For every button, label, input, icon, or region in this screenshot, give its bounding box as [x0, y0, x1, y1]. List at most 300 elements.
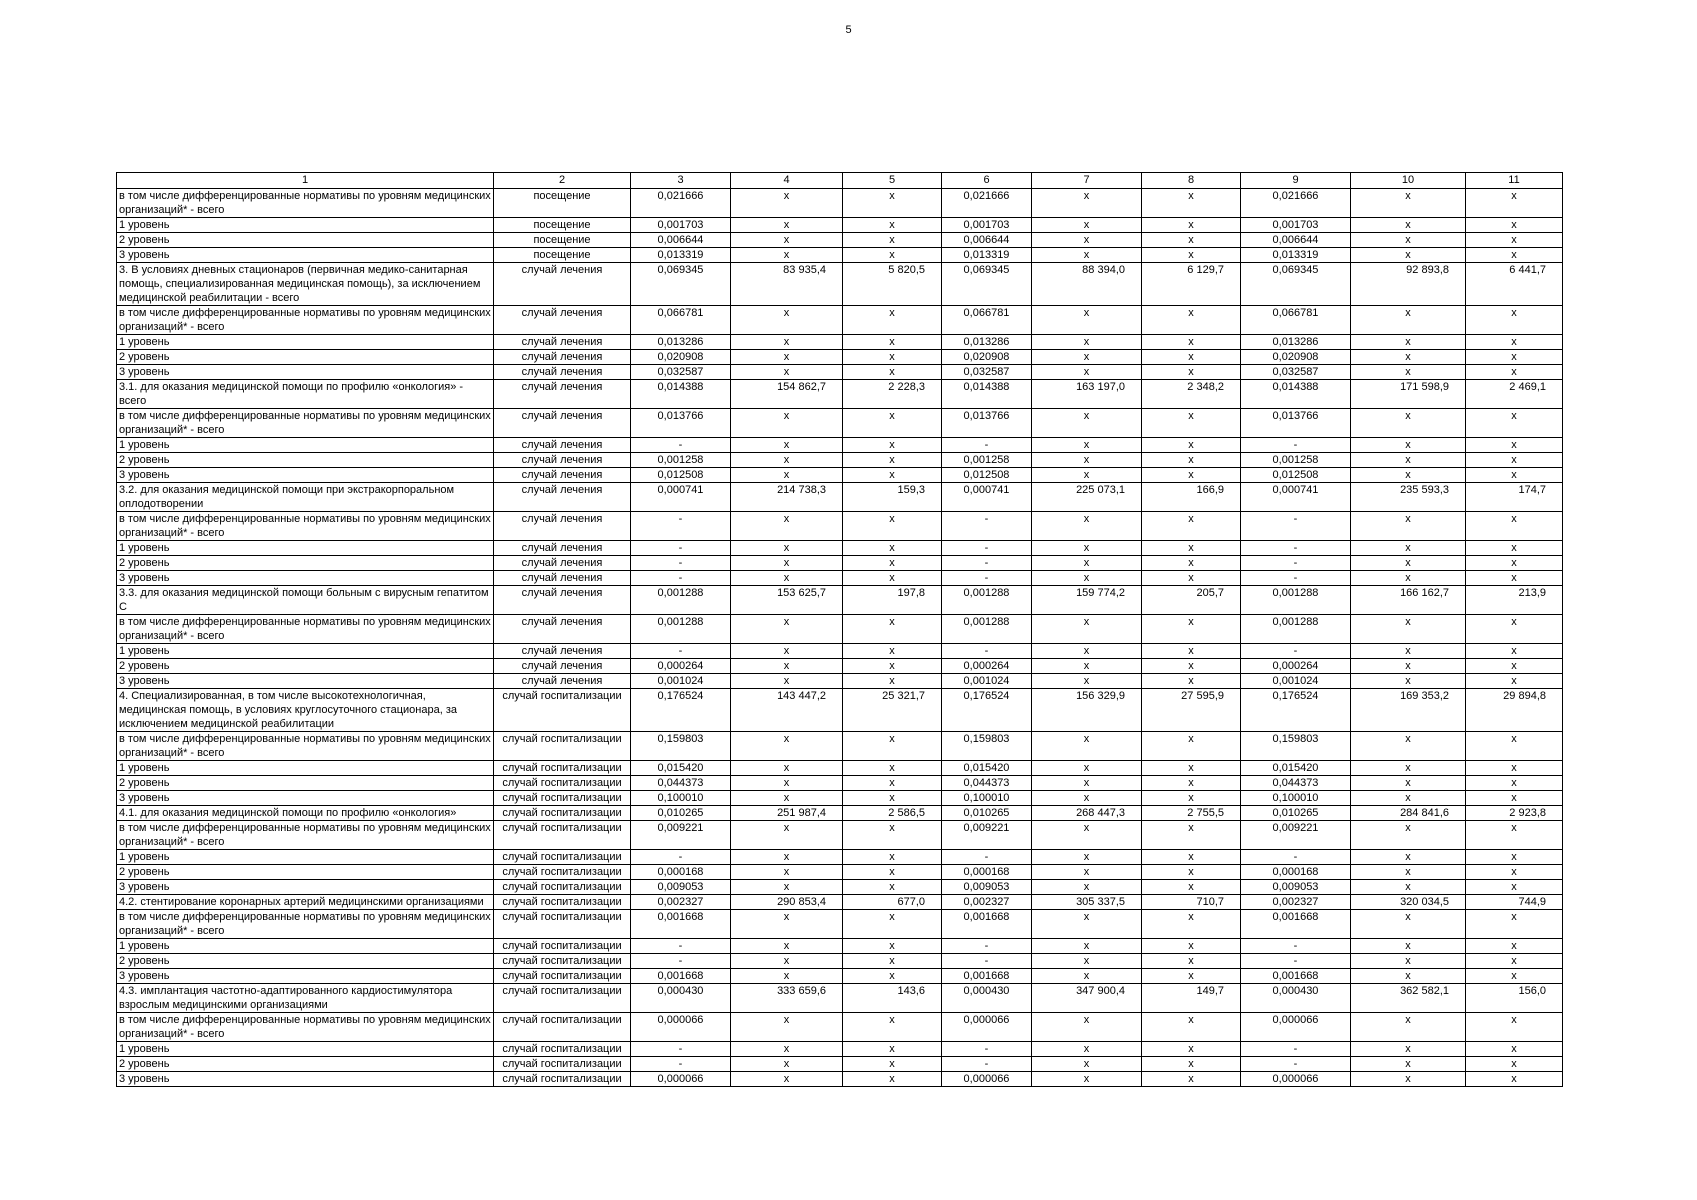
- value-cell: 0,000430: [631, 984, 731, 1013]
- value-cell: 0,014388: [942, 380, 1032, 409]
- value-cell: х: [1466, 939, 1563, 954]
- value-cell: х: [731, 761, 843, 776]
- unit-cell: случай лечения: [494, 556, 631, 571]
- table-row: [117, 821, 1563, 850]
- value-cell: 0,013319: [1241, 248, 1351, 263]
- value-cell: -: [1241, 541, 1351, 556]
- value-cell: 205,7: [1142, 586, 1241, 615]
- value-cell: 0,100010: [631, 791, 731, 806]
- unit-cell: случай госпитализации: [494, 761, 631, 776]
- value-cell: х: [731, 615, 843, 644]
- value-cell: 0,013319: [631, 248, 731, 263]
- value-cell: х: [731, 1057, 843, 1072]
- table-row: [117, 865, 1563, 880]
- table-row: [117, 674, 1563, 689]
- value-cell: -: [631, 541, 731, 556]
- value-cell: -: [631, 1042, 731, 1057]
- row-label: 1 уровень: [117, 850, 494, 865]
- value-cell: х: [843, 954, 942, 969]
- column-header-4: 4: [731, 173, 843, 189]
- value-cell: 347 900,4: [1032, 984, 1142, 1013]
- value-cell: 0,000264: [942, 659, 1032, 674]
- row-label: 1 уровень: [117, 939, 494, 954]
- value-cell: 0,009053: [631, 880, 731, 895]
- value-cell: х: [843, 453, 942, 468]
- value-cell: 0,013766: [631, 409, 731, 438]
- value-cell: 0,012508: [631, 468, 731, 483]
- value-cell: 0,069345: [942, 263, 1032, 306]
- row-label: 4. Специализированная, в том числе высокотехнологичная, медицинская помощь, в условиях круглосуточного стационара, за исключением медицинской реабилитации: [117, 689, 494, 732]
- value-cell: 268 447,3: [1032, 806, 1142, 821]
- value-cell: х: [1142, 541, 1241, 556]
- value-cell: х: [843, 468, 942, 483]
- value-cell: х: [1351, 776, 1466, 791]
- value-cell: х: [1351, 1057, 1466, 1072]
- value-cell: 0,159803: [631, 732, 731, 761]
- value-cell: 0,001668: [942, 910, 1032, 939]
- value-cell: х: [1351, 732, 1466, 761]
- row-label: 2 уровень: [117, 659, 494, 674]
- value-cell: 0,020908: [942, 350, 1032, 365]
- value-cell: х: [1466, 233, 1563, 248]
- value-cell: -: [942, 1042, 1032, 1057]
- row-label: 3 уровень: [117, 880, 494, 895]
- table-row: [117, 453, 1563, 468]
- unit-cell: посещение: [494, 218, 631, 233]
- value-cell: х: [1466, 556, 1563, 571]
- row-label: 3.2. для оказания медицинской помощи при экстракорпоральном оплодотворении: [117, 483, 494, 512]
- value-cell: х: [1142, 761, 1241, 776]
- value-cell: 143,6: [843, 984, 942, 1013]
- value-cell: х: [1466, 218, 1563, 233]
- column-header-9: 9: [1241, 173, 1351, 189]
- value-cell: 83 935,4: [731, 263, 843, 306]
- value-cell: х: [1142, 969, 1241, 984]
- table-row: [117, 761, 1563, 776]
- row-label: 1 уровень: [117, 218, 494, 233]
- value-cell: х: [1466, 453, 1563, 468]
- unit-cell: случай лечения: [494, 659, 631, 674]
- unit-cell: случай лечения: [494, 263, 631, 306]
- value-cell: х: [1351, 365, 1466, 380]
- value-cell: 2 348,2: [1142, 380, 1241, 409]
- value-cell: х: [843, 350, 942, 365]
- value-cell: 153 625,7: [731, 586, 843, 615]
- value-cell: х: [731, 365, 843, 380]
- value-cell: х: [1351, 1013, 1466, 1042]
- unit-cell: случай лечения: [494, 380, 631, 409]
- value-cell: х: [731, 438, 843, 453]
- unit-cell: посещение: [494, 248, 631, 263]
- table-row: [117, 218, 1563, 233]
- row-label: 4.1. для оказания медицинской помощи по профилю «онкология»: [117, 806, 494, 821]
- value-cell: х: [1351, 674, 1466, 689]
- value-cell: 677,0: [843, 895, 942, 910]
- value-cell: 88 394,0: [1032, 263, 1142, 306]
- value-cell: х: [1466, 571, 1563, 586]
- value-cell: х: [1351, 306, 1466, 335]
- column-header-8: 8: [1142, 173, 1241, 189]
- value-cell: х: [843, 674, 942, 689]
- value-cell: х: [1466, 306, 1563, 335]
- value-cell: 92 893,8: [1351, 263, 1466, 306]
- value-cell: х: [1142, 350, 1241, 365]
- row-label: 3 уровень: [117, 1072, 494, 1087]
- value-cell: х: [1351, 865, 1466, 880]
- value-cell: х: [731, 1042, 843, 1057]
- row-label: 4.3. имплантация частотно-адаптированного кардиостимулятора взрослым медицинскими организациями: [117, 984, 494, 1013]
- table-row: [117, 365, 1563, 380]
- value-cell: х: [731, 248, 843, 263]
- value-cell: 0,069345: [631, 263, 731, 306]
- value-cell: х: [1032, 1072, 1142, 1087]
- value-cell: х: [1466, 512, 1563, 541]
- unit-cell: случай госпитализации: [494, 732, 631, 761]
- table-row: [117, 438, 1563, 453]
- value-cell: х: [731, 541, 843, 556]
- value-cell: х: [1032, 306, 1142, 335]
- value-cell: х: [1032, 1013, 1142, 1042]
- value-cell: х: [843, 233, 942, 248]
- value-cell: х: [1142, 1013, 1241, 1042]
- value-cell: х: [1466, 776, 1563, 791]
- value-cell: х: [731, 954, 843, 969]
- value-cell: х: [1466, 438, 1563, 453]
- value-cell: х: [1142, 880, 1241, 895]
- unit-cell: случай госпитализации: [494, 689, 631, 732]
- table-row: [117, 984, 1563, 1013]
- value-cell: 213,9: [1466, 586, 1563, 615]
- value-cell: х: [1142, 189, 1241, 218]
- value-cell: х: [843, 850, 942, 865]
- value-cell: х: [731, 1013, 843, 1042]
- unit-cell: случай госпитализации: [494, 880, 631, 895]
- row-label: в том числе дифференцированные нормативы по уровням медицинских организаций* - всего: [117, 409, 494, 438]
- value-cell: 0,001668: [631, 969, 731, 984]
- value-cell: х: [1466, 732, 1563, 761]
- value-cell: 251 987,4: [731, 806, 843, 821]
- value-cell: -: [631, 850, 731, 865]
- value-cell: -: [631, 954, 731, 969]
- value-cell: 0,006644: [1241, 233, 1351, 248]
- value-cell: х: [1032, 453, 1142, 468]
- row-label: 3 уровень: [117, 468, 494, 483]
- value-cell: х: [1351, 850, 1466, 865]
- value-cell: х: [731, 969, 843, 984]
- value-cell: 0,013286: [631, 335, 731, 350]
- table-row: [117, 571, 1563, 586]
- row-label: в том числе дифференцированные нормативы по уровням медицинских организаций* - всего: [117, 910, 494, 939]
- row-label: 4.2. стентирование коронарных артерий медицинскими организациями: [117, 895, 494, 910]
- value-cell: 0,009221: [1241, 821, 1351, 850]
- value-cell: 0,001258: [631, 453, 731, 468]
- value-cell: 0,001703: [1241, 218, 1351, 233]
- row-label: 2 уровень: [117, 865, 494, 880]
- table-body: [117, 189, 1563, 1087]
- value-cell: х: [1032, 218, 1142, 233]
- value-cell: х: [731, 776, 843, 791]
- value-cell: х: [1351, 791, 1466, 806]
- value-cell: 0,013319: [942, 248, 1032, 263]
- value-cell: 0,069345: [1241, 263, 1351, 306]
- value-cell: х: [843, 189, 942, 218]
- value-cell: х: [731, 233, 843, 248]
- row-label: 1 уровень: [117, 761, 494, 776]
- value-cell: х: [731, 189, 843, 218]
- value-cell: х: [843, 306, 942, 335]
- value-cell: 0,000066: [631, 1013, 731, 1042]
- value-cell: х: [1466, 865, 1563, 880]
- table-row: [117, 512, 1563, 541]
- value-cell: х: [843, 1013, 942, 1042]
- value-cell: х: [1351, 659, 1466, 674]
- row-label: 3. В условиях дневных стационаров (первичная медико-санитарная помощь, специализированная медицинская помощь), за исключением медицинской реабилитации - всего: [117, 263, 494, 306]
- value-cell: х: [1466, 1013, 1563, 1042]
- table-row: [117, 556, 1563, 571]
- table-row: [117, 335, 1563, 350]
- value-cell: х: [731, 732, 843, 761]
- value-cell: х: [1351, 1042, 1466, 1057]
- value-cell: 2 228,3: [843, 380, 942, 409]
- value-cell: 0,000741: [942, 483, 1032, 512]
- value-cell: х: [1032, 248, 1142, 263]
- value-cell: 0,013286: [1241, 335, 1351, 350]
- table-row: [117, 895, 1563, 910]
- unit-cell: случай госпитализации: [494, 865, 631, 880]
- row-label: 3 уровень: [117, 791, 494, 806]
- table-row: [117, 1013, 1563, 1042]
- value-cell: 156 329,9: [1032, 689, 1142, 732]
- value-cell: х: [843, 969, 942, 984]
- value-cell: х: [1466, 1057, 1563, 1072]
- value-cell: х: [1032, 674, 1142, 689]
- value-cell: х: [1351, 541, 1466, 556]
- value-cell: х: [1466, 1042, 1563, 1057]
- value-cell: 0,000066: [1241, 1072, 1351, 1087]
- value-cell: х: [843, 1057, 942, 1072]
- value-cell: х: [1142, 850, 1241, 865]
- unit-cell: случай госпитализации: [494, 969, 631, 984]
- value-cell: х: [1032, 335, 1142, 350]
- unit-cell: случай лечения: [494, 674, 631, 689]
- value-cell: -: [631, 644, 731, 659]
- value-cell: х: [1142, 453, 1241, 468]
- value-cell: х: [1351, 969, 1466, 984]
- table-row: [117, 939, 1563, 954]
- value-cell: 171 598,9: [1351, 380, 1466, 409]
- value-cell: 197,8: [843, 586, 942, 615]
- table-row: [117, 233, 1563, 248]
- value-cell: 29 894,8: [1466, 689, 1563, 732]
- value-cell: х: [731, 865, 843, 880]
- value-cell: 0,012508: [942, 468, 1032, 483]
- value-cell: х: [843, 865, 942, 880]
- value-cell: х: [843, 761, 942, 776]
- value-cell: -: [942, 541, 1032, 556]
- value-cell: х: [731, 880, 843, 895]
- value-cell: х: [1142, 556, 1241, 571]
- value-cell: 0,100010: [942, 791, 1032, 806]
- value-cell: х: [1032, 761, 1142, 776]
- row-label: в том числе дифференцированные нормативы по уровням медицинских организаций* - всего: [117, 189, 494, 218]
- value-cell: х: [1351, 350, 1466, 365]
- value-cell: х: [1032, 365, 1142, 380]
- value-cell: х: [731, 218, 843, 233]
- value-cell: х: [731, 335, 843, 350]
- table-row: [117, 910, 1563, 939]
- value-cell: 0,001288: [942, 586, 1032, 615]
- value-cell: 0,000264: [1241, 659, 1351, 674]
- unit-cell: случай лечения: [494, 409, 631, 438]
- unit-cell: случай госпитализации: [494, 1057, 631, 1072]
- value-cell: х: [1142, 791, 1241, 806]
- value-cell: х: [1142, 615, 1241, 644]
- value-cell: х: [1466, 910, 1563, 939]
- row-label: 1 уровень: [117, 644, 494, 659]
- value-cell: х: [1142, 732, 1241, 761]
- value-cell: -: [942, 939, 1032, 954]
- value-cell: 0,044373: [631, 776, 731, 791]
- table-row: [117, 1042, 1563, 1057]
- value-cell: 0,000168: [1241, 865, 1351, 880]
- value-cell: х: [1351, 954, 1466, 969]
- unit-cell: случай лечения: [494, 541, 631, 556]
- table-row: [117, 954, 1563, 969]
- value-cell: х: [1142, 218, 1241, 233]
- unit-cell: случай госпитализации: [494, 939, 631, 954]
- value-cell: 0,009221: [631, 821, 731, 850]
- value-cell: х: [1466, 954, 1563, 969]
- value-cell: 0,020908: [1241, 350, 1351, 365]
- value-cell: х: [1142, 335, 1241, 350]
- value-cell: х: [843, 335, 942, 350]
- row-label: 2 уровень: [117, 453, 494, 468]
- row-label: в том числе дифференцированные нормативы по уровням медицинских организаций* - всего: [117, 821, 494, 850]
- value-cell: х: [1032, 438, 1142, 453]
- value-cell: х: [1351, 248, 1466, 263]
- value-cell: х: [731, 556, 843, 571]
- table-row: [117, 586, 1563, 615]
- value-cell: 0,000430: [1241, 984, 1351, 1013]
- value-cell: х: [1032, 969, 1142, 984]
- value-cell: 0,009221: [942, 821, 1032, 850]
- value-cell: 0,000066: [942, 1072, 1032, 1087]
- unit-cell: случай госпитализации: [494, 850, 631, 865]
- table-row: [117, 850, 1563, 865]
- value-cell: -: [1241, 1057, 1351, 1072]
- value-cell: 0,176524: [942, 689, 1032, 732]
- value-cell: 0,000264: [631, 659, 731, 674]
- value-cell: х: [1142, 954, 1241, 969]
- value-cell: 320 034,5: [1351, 895, 1466, 910]
- unit-cell: случай госпитализации: [494, 984, 631, 1013]
- value-cell: 159,3: [843, 483, 942, 512]
- value-cell: х: [843, 218, 942, 233]
- row-label: в том числе дифференцированные нормативы по уровням медицинских организаций* - всего: [117, 512, 494, 541]
- table-row: [117, 1072, 1563, 1087]
- value-cell: 0,066781: [1241, 306, 1351, 335]
- data-table: [116, 172, 1563, 1087]
- value-cell: 0,001668: [1241, 969, 1351, 984]
- value-cell: 0,000741: [631, 483, 731, 512]
- value-cell: 6 129,7: [1142, 263, 1241, 306]
- value-cell: 333 659,6: [731, 984, 843, 1013]
- value-cell: х: [1466, 409, 1563, 438]
- value-cell: х: [1032, 571, 1142, 586]
- value-cell: 169 353,2: [1351, 689, 1466, 732]
- row-label: 2 уровень: [117, 350, 494, 365]
- value-cell: х: [1466, 969, 1563, 984]
- value-cell: 0,176524: [1241, 689, 1351, 732]
- value-cell: х: [1466, 791, 1563, 806]
- unit-cell: случай госпитализации: [494, 776, 631, 791]
- value-cell: -: [631, 438, 731, 453]
- value-cell: 0,021666: [631, 189, 731, 218]
- value-cell: х: [843, 910, 942, 939]
- value-cell: х: [1351, 910, 1466, 939]
- unit-cell: посещение: [494, 233, 631, 248]
- value-cell: х: [1351, 189, 1466, 218]
- value-cell: х: [1351, 512, 1466, 541]
- unit-cell: случай лечения: [494, 586, 631, 615]
- unit-cell: случай госпитализации: [494, 895, 631, 910]
- value-cell: 0,001288: [1241, 615, 1351, 644]
- value-cell: 0,001288: [942, 615, 1032, 644]
- value-cell: 166,9: [1142, 483, 1241, 512]
- value-cell: х: [1466, 880, 1563, 895]
- value-cell: 214 738,3: [731, 483, 843, 512]
- value-cell: х: [1351, 335, 1466, 350]
- value-cell: х: [731, 1072, 843, 1087]
- value-cell: 166 162,7: [1351, 586, 1466, 615]
- header-row: [117, 173, 1563, 189]
- value-cell: х: [843, 776, 942, 791]
- value-cell: х: [1142, 468, 1241, 483]
- value-cell: х: [1142, 1042, 1241, 1057]
- unit-cell: случай госпитализации: [494, 1013, 631, 1042]
- row-label: 3 уровень: [117, 248, 494, 263]
- table-row: [117, 380, 1563, 409]
- value-cell: 235 593,3: [1351, 483, 1466, 512]
- value-cell: х: [1032, 954, 1142, 969]
- value-cell: -: [1241, 512, 1351, 541]
- table-row: [117, 732, 1563, 761]
- value-cell: х: [1466, 615, 1563, 644]
- column-header-3: 3: [631, 173, 731, 189]
- value-cell: х: [1142, 438, 1241, 453]
- value-cell: -: [942, 438, 1032, 453]
- value-cell: х: [1142, 248, 1241, 263]
- table-row: [117, 483, 1563, 512]
- value-cell: х: [1466, 821, 1563, 850]
- value-cell: х: [843, 365, 942, 380]
- value-cell: х: [731, 674, 843, 689]
- value-cell: 0,013766: [1241, 409, 1351, 438]
- value-cell: -: [631, 939, 731, 954]
- column-header-1: 1: [117, 173, 494, 189]
- value-cell: 0,159803: [942, 732, 1032, 761]
- value-cell: 0,000430: [942, 984, 1032, 1013]
- value-cell: -: [1241, 939, 1351, 954]
- value-cell: х: [843, 1072, 942, 1087]
- row-label: 2 уровень: [117, 954, 494, 969]
- value-cell: 0,020908: [631, 350, 731, 365]
- value-cell: х: [1466, 541, 1563, 556]
- value-cell: х: [731, 512, 843, 541]
- value-cell: 0,000066: [631, 1072, 731, 1087]
- value-cell: х: [1032, 1042, 1142, 1057]
- value-cell: х: [1142, 306, 1241, 335]
